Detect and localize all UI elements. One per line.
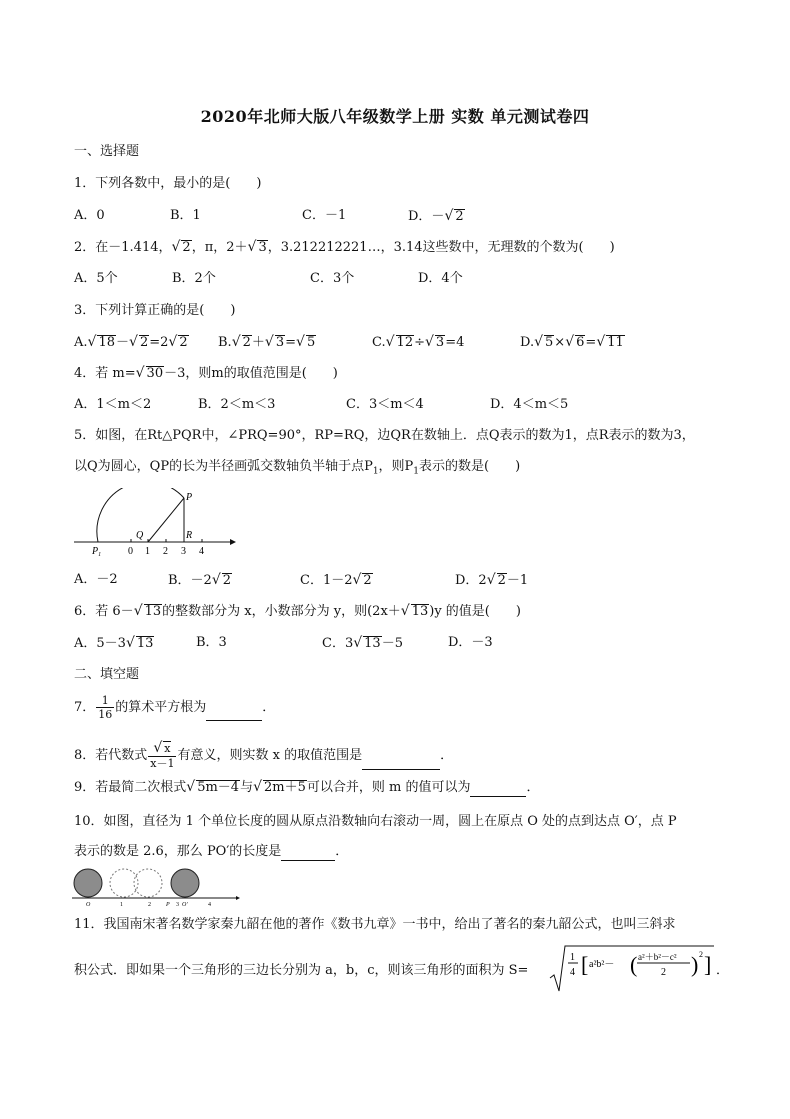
svg-text:]: ] — [704, 952, 712, 977]
svg-text:1: 1 — [570, 952, 575, 963]
q3-option-d: D.√ 5×√ 6=√ 11 — [520, 334, 624, 350]
q11-end-period: ． — [716, 963, 730, 978]
tick-3: 3 — [181, 546, 186, 557]
svg-text:4: 4 — [570, 967, 575, 978]
axis-arrow — [230, 539, 236, 545]
q3-option-a: A.√ 18－√ 2=2√ 2 — [74, 334, 188, 350]
q6-option-d: D．－3 — [448, 635, 493, 650]
section-heading-choice: 一、选择题 — [74, 144, 140, 159]
q5-option-b: B．－2√ 2 — [168, 572, 232, 588]
question-10-line-1: 10．如图，直径为 1 个单位长度的圆从原点沿数轴向右滚动一周，圆上在原点 O 处的点到达点 O′，点 P — [74, 814, 677, 829]
q10-answer-blank — [281, 848, 335, 861]
q1-option-a: A．0 — [74, 208, 105, 223]
question-8: 8．若代数式 $\frac{√ x}{x-1}$ 有意义，则实数 x 的取值范围是 ． — [74, 740, 454, 770]
q5-option-a: A．－2 — [74, 572, 118, 587]
page-title: 2020年北师大版八年级数学上册 实数 单元测试卷四 — [200, 107, 590, 126]
q1-option-c: C．－1 — [302, 208, 347, 223]
q3-option-b: B.√ 2＋√ 3=√ 5 — [218, 334, 316, 350]
q7-fraction: $\frac{1}{16}$ — [98, 694, 113, 721]
question-3: 3．下列计算正确的是( ) — [74, 303, 236, 318]
label-O-prime: O' — [182, 902, 188, 908]
question-1: 1．下列各数中，最小的是( ) — [74, 176, 262, 191]
question-7: 7． $\frac{1}{16}$ 的算术平方根为 ． — [74, 694, 276, 721]
q1-option-d: D．－√ 2 — [408, 208, 464, 224]
q8-answer-blank — [362, 757, 440, 770]
q2-option-b: B．2个 — [172, 271, 216, 286]
label-O: O — [86, 902, 91, 908]
label-3: 3 — [176, 902, 179, 908]
label-2: 2 — [148, 902, 151, 908]
tick-0: 0 — [128, 546, 133, 557]
q4-option-d: D．4＜m＜5 — [490, 397, 569, 412]
q5-option-d: D．2√ 2－1 — [455, 572, 529, 588]
q10-rolling-circle-figure — [70, 864, 242, 908]
circle-roll-1 — [110, 869, 138, 897]
q8-fraction: $\frac{√ x}{x-1}$ — [150, 740, 175, 770]
circle-end — [171, 869, 199, 897]
tick-1: 1 — [145, 546, 150, 557]
q4-option-b: B．2＜m＜3 — [198, 397, 276, 412]
q2-option-c: C．3个 — [310, 271, 355, 286]
label-Q: Q — [136, 530, 144, 541]
q4-option-c: C．3＜m＜4 — [346, 397, 424, 412]
label-4: 4 — [208, 902, 211, 908]
question-10-line-2: 表示的数是 2.6，那么 PO′的长度是 ． — [74, 844, 349, 859]
q5-number-line-figure — [70, 488, 240, 560]
svg-text:2: 2 — [661, 967, 666, 978]
svg-text:(: ( — [630, 952, 638, 977]
section-heading-fill: 二、填空题 — [74, 667, 140, 682]
svg-text:): ) — [691, 952, 699, 977]
question-11-line-1: 11．我国南宋著名数学家秦九韶在他的著作《数书九章》一书中，给出了著名的秦九韶公式，也叫三斜求 — [74, 917, 676, 932]
q4-option-a: A．1＜m＜2 — [74, 397, 152, 412]
q7-answer-blank — [206, 708, 262, 721]
segment-QP — [148, 498, 184, 542]
q6-option-b: B．3 — [196, 635, 227, 650]
q3-option-c: C.√ 12÷√ 3=4 — [372, 334, 465, 350]
question-5-line-1: 5．如图，在Rt△PQR中，∠PRQ=90°，RP=RQ，边QR在数轴上．点Q表示的数为1，点R表示的数为3， — [74, 428, 695, 443]
question-2: 2．在－1.414，√ 2，π，2＋√ 3，3.212212221…，3.14这些数中，无理数的个数为( ) — [74, 239, 615, 255]
label-P: P — [166, 902, 170, 908]
svg-text:a²b²－: a²b²－ — [589, 959, 615, 970]
svg-text:[: [ — [581, 952, 589, 977]
q9-answer-blank — [470, 784, 526, 797]
q1-option-b: B．1 — [170, 208, 201, 223]
q6-option-a: A．5－3√ 13 — [74, 635, 154, 651]
q5-option-c: C．1－2√ 2 — [300, 572, 372, 588]
label-P1: $P_1$ — [92, 546, 102, 558]
question-4: 4．若 m=√ 30－3，则m的取值范围是( ) — [74, 365, 338, 381]
question-6: 6．若 6－√ 13的整数部分为 x，小数部分为 y，则(2x＋√ 13)y 的值是( ) — [74, 603, 521, 619]
question-5-line-2: 以Q为圆心，QP的长为半径画弧交数轴负半轴于点$P_1$，则$P_1$表示的数是( ) — [74, 459, 521, 477]
label-P: P — [186, 492, 193, 503]
q2-option-d: D．4个 — [418, 271, 463, 286]
label-1: 1 — [120, 902, 123, 908]
question-9: 9．若最简二次根式√ 5m－4与√ 2m＋5可以合并，则 m 的值可以为 ． — [74, 779, 540, 795]
svg-text:2: 2 — [699, 950, 703, 959]
circle-start — [74, 869, 102, 897]
svg-text:a²＋b²－c²: a²＋b²－c² — [638, 952, 677, 962]
question-11-line-2: 积公式．即如果一个三角形的三边长分别为 a，b，c，则该三角形的面积为 S= — [74, 963, 529, 978]
q6-option-c: C．3√ 13－5 — [322, 635, 403, 651]
tick-4: 4 — [199, 546, 204, 557]
label-R: R — [186, 530, 193, 541]
tick-2: 2 — [163, 546, 168, 557]
q2-option-a: A．5个 — [74, 271, 118, 286]
heron-qin-formula — [548, 942, 720, 994]
